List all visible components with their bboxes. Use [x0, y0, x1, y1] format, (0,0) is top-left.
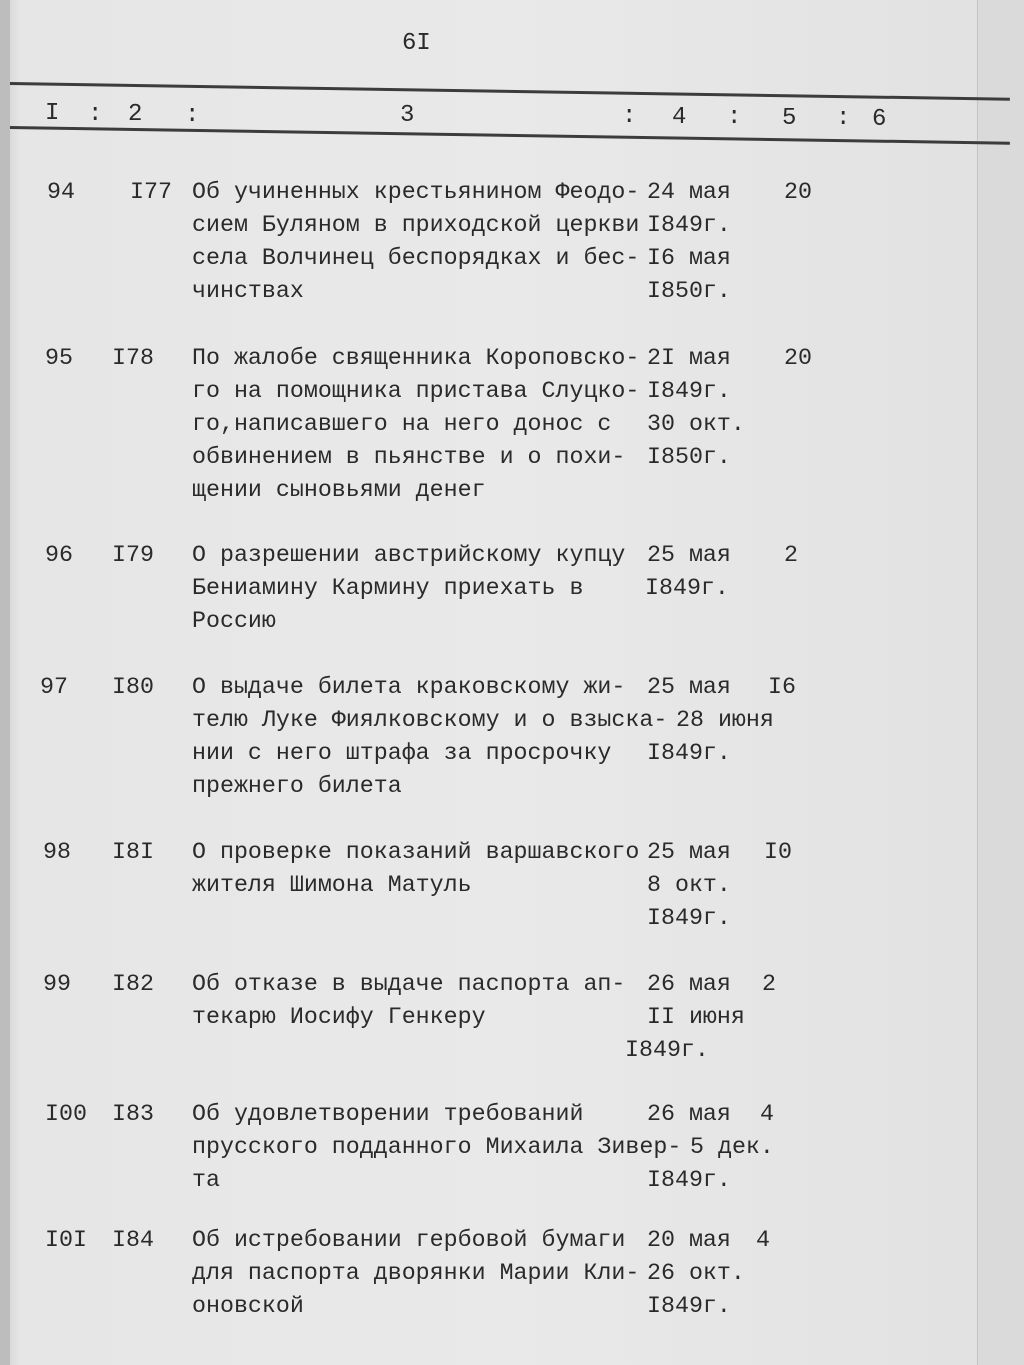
record-title-line: жителя Шимона Матуль [192, 872, 472, 898]
record-title-line: Бениамину Кармину приехать в [192, 575, 584, 601]
sheet-count: 2 [784, 542, 798, 568]
record-title-line: нии с него штрафа за просрочку [192, 740, 612, 766]
record-date: I849г. [647, 212, 731, 238]
record-title-line: Об удовлетворении требований [192, 1101, 584, 1127]
sheet-count: 4 [760, 1101, 774, 1127]
record-title-line: Об учиненных крестьянином Феодо- [192, 179, 640, 205]
record-title-line: Об истребовании гербовой бумаги [192, 1227, 626, 1253]
record-number: 95 [45, 345, 73, 371]
sheet-count: I6 [768, 674, 796, 700]
record-date: 28 июня [676, 707, 774, 733]
record-title-line: го на помощника пристава Слуцко- [192, 378, 640, 404]
record-date: I6 мая [647, 245, 731, 271]
record-title-line: оновской [192, 1293, 304, 1319]
record-date: 30 окт. [647, 411, 745, 437]
record-title-line: прусского подданного Михаила Зивер- [192, 1134, 682, 1160]
record-date: 26 окт. [647, 1260, 745, 1286]
column-number: 5 [782, 104, 797, 132]
record-date: I849г. [645, 575, 729, 601]
column-number: 3 [400, 102, 415, 130]
record-title-line: текарю Иосифу Генкеру [192, 1004, 486, 1030]
file-number: I84 [112, 1227, 154, 1253]
record-title-line: го,написавшего на него донос с [192, 411, 612, 437]
record-title-line: О разрешении австрийскому купцу [192, 542, 626, 568]
record-title-line: Россию [192, 608, 276, 634]
sheet-count: 2 [762, 971, 776, 997]
record-title-line: Об отказе в выдаче паспорта ап- [192, 971, 626, 997]
record-date: I849г. [647, 1293, 731, 1319]
column-number: 2 [128, 101, 143, 129]
record-date: 5 дек. [690, 1134, 774, 1160]
record-title-line: О проверке показаний варшавского [192, 839, 640, 865]
record-date: 25 мая [647, 674, 731, 700]
file-number: I78 [112, 345, 154, 371]
column-separator: : [622, 103, 637, 130]
column-number: 4 [672, 103, 687, 131]
record-title-line: обвинением в пьянстве и о похи- [192, 444, 626, 470]
record-date: I850г. [647, 444, 731, 470]
page-edge [977, 0, 1024, 1365]
record-date: 24 мая [647, 179, 731, 205]
record-title-line: чинствах [192, 278, 304, 304]
sheet-count: 20 [784, 345, 812, 371]
record-title-line: О выдаче билета краковскому жи- [192, 674, 626, 700]
file-number: I79 [112, 542, 154, 568]
record-number: 96 [45, 542, 73, 568]
header-top-rule [10, 82, 1010, 101]
column-number: 6 [872, 106, 887, 133]
record-title-line: села Волчинец беспорядках и бес- [192, 245, 640, 271]
sheet-count: 20 [784, 179, 812, 205]
record-date: I850г. [647, 278, 731, 304]
file-number: I82 [112, 971, 154, 997]
record-title-line: сием Буляном в приходской церкви [192, 212, 640, 238]
record-title-line: телю Луке Фиялковскому и о взыска- [192, 707, 668, 733]
record-number: 98 [43, 839, 71, 865]
record-date: I849г. [625, 1037, 709, 1063]
sheet-count: 4 [756, 1227, 770, 1253]
column-number: I [45, 100, 60, 127]
file-number: I80 [112, 674, 154, 700]
column-separator: : [727, 104, 742, 132]
record-title-line: та [192, 1167, 220, 1193]
file-number: I8I [112, 839, 154, 865]
page-number: 6I [402, 30, 431, 57]
record-date: 26 мая [647, 1101, 731, 1127]
record-date: 25 мая [647, 542, 731, 568]
column-separator: : [836, 105, 851, 133]
record-date: 26 мая [647, 971, 731, 997]
record-date: I849г. [647, 1167, 731, 1193]
record-number: 94 [47, 179, 75, 205]
sheet-count: I0 [764, 839, 792, 865]
file-number: I83 [112, 1101, 154, 1127]
record-date: II июня [647, 1004, 745, 1030]
record-date: 25 мая [647, 839, 731, 865]
record-title-line: прежнего билета [192, 773, 402, 799]
file-number: I77 [130, 179, 172, 205]
record-number: 99 [43, 971, 71, 997]
record-number: I0I [45, 1227, 87, 1253]
record-number: I00 [45, 1101, 87, 1127]
column-separator: : [88, 100, 103, 128]
record-date: 20 мая [647, 1227, 731, 1253]
column-separator: : [185, 101, 200, 129]
record-date: 2I мая [647, 345, 731, 371]
page-binding [0, 0, 10, 1365]
record-title-line: щении сыновьями денег [192, 477, 486, 503]
record-date: 8 окт. [647, 872, 731, 898]
header-bottom-rule [10, 126, 1010, 145]
record-number: 97 [40, 674, 68, 700]
record-title-line: для паспорта дворянки Марии Кли- [192, 1260, 640, 1286]
record-date: I849г. [647, 378, 731, 404]
record-title-line: По жалобе священника Короповско- [192, 345, 640, 371]
record-date: I849г. [647, 740, 731, 766]
record-date: I849г. [647, 905, 731, 931]
